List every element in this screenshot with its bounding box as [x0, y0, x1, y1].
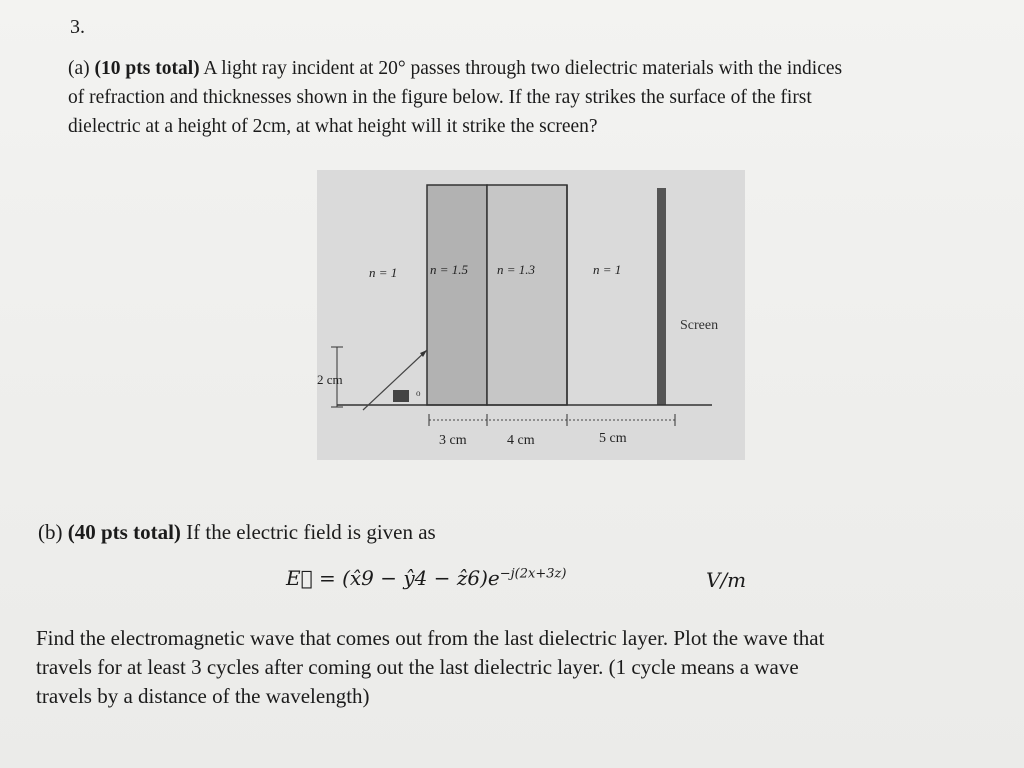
part-a-points: (10 pts total) — [94, 58, 200, 79]
screen-label: Screen — [680, 318, 719, 333]
electric-field-equation — [286, 566, 566, 590]
part-b-head-text: If the electric field is given as — [180, 520, 436, 544]
part-a-text-1: A light ray incident at 20° passes through two dielectric materials with the indices — [199, 58, 843, 79]
dielectric-layer-1 — [427, 185, 487, 405]
part-a-text — [68, 54, 968, 141]
part-b-label: (b) — [38, 520, 63, 544]
equation-main: E⃗ = (x̂9 − ŷ4 − ẑ6)e — [286, 566, 500, 590]
part-a-line-2: of refraction and thicknesses shown in the figure below. If the ray strikes the surface of the first — [68, 87, 812, 108]
index-label-4: n = 1 — [593, 262, 622, 277]
index-label-1: n = 1 — [369, 265, 398, 280]
thickness-label-1: 3 cm — [439, 433, 467, 448]
thickness-label-2: 4 cm — [507, 433, 535, 448]
part-a-line-3: dielectric at a height of 2cm, at what height will it strike the screen? — [68, 116, 598, 137]
angle-degree-mark: o — [416, 388, 421, 398]
index-label-3: n = 1.3 — [497, 262, 536, 277]
dielectric-figure — [317, 170, 745, 460]
part-b-line-1: Find the electromagnetic wave that comes out from the last dielectric layer. Plot the wave that — [36, 626, 825, 650]
screen-bar — [657, 188, 666, 405]
part-b-text — [36, 624, 996, 711]
index-label-2: n = 1.5 — [430, 262, 469, 277]
problem-number: 3. — [70, 16, 85, 38]
part-b-points: (40 pts total) — [67, 520, 181, 544]
part-a-label: (a) — [68, 58, 90, 79]
height-label: 2 cm — [317, 372, 343, 387]
part-b-line-3: travels by a distance of the wavelength) — [36, 684, 370, 708]
part-b-heading — [38, 520, 436, 545]
part-a-line-1 — [68, 54, 968, 83]
equation-exponent: −j(2x+3z) — [499, 566, 567, 582]
laser-source — [393, 390, 409, 402]
part-b-line-2: travels for at least 3 cycles after coming out the last dielectric layer. (1 cycle means a wave — [36, 655, 799, 679]
thickness-label-3: 5 cm — [599, 431, 627, 446]
equation-units: V/m — [706, 568, 747, 592]
dielectric-layer-2 — [487, 185, 567, 405]
